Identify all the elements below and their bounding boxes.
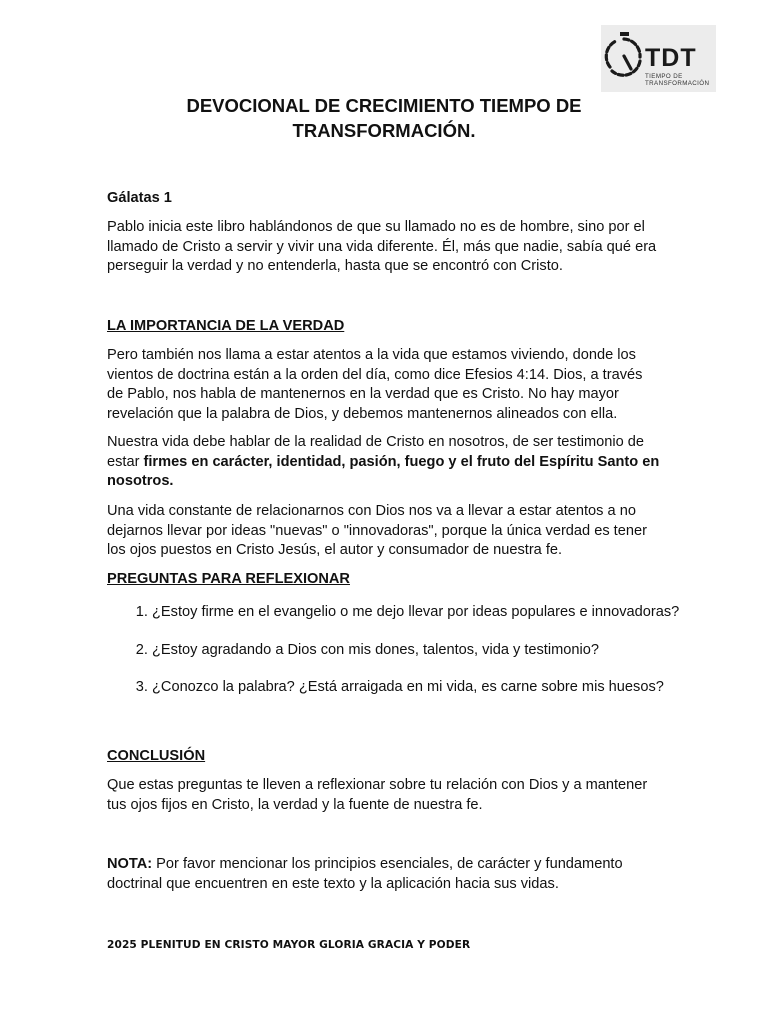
book-heading: Gálatas 1 (107, 190, 172, 206)
question-item: 2. ¿Estoy agradando a Dios con mis dones, talentos, vida y testimonio? (152, 641, 707, 661)
question-item: 3. ¿Conozco la palabra? ¿Está arraigada en mi vida, es carne sobre mis huesos? (152, 678, 707, 698)
note-text: Por favor mencionar los principios esenciales, de carácter y fundamento doctrinal que encuentren en este texto y la aplicación hacia sus vidas. (107, 856, 623, 892)
note-label: NOTA: (107, 856, 153, 872)
tdt-logo (601, 25, 716, 92)
conclusion-paragraph: Que estas preguntas te lleven a reflexionar sobre tu relación con Dios y a mantener tus ojos fijos en Cristo, la verdad y la fuente de nuestra fe. (107, 777, 648, 813)
logo-subtitle-line2: TRANSFORMACIÓN (645, 80, 710, 87)
title-line-2: TRANSFORMACIÓN. (292, 120, 476, 141)
truth-paragraph-2-text: Nuestra vida debe hablar de la realidad de Cristo en nosotros, de ser testimonio de estar (107, 434, 645, 470)
note-paragraph (107, 855, 662, 894)
questions-list (107, 603, 707, 716)
logo-wordmark: TDT (645, 44, 697, 72)
logo-subtitle-line1: TIEMPO DE (645, 73, 683, 80)
truth-heading: LA IMPORTANCIA DE LA VERDAD (107, 318, 345, 334)
stopwatch-icon (604, 31, 644, 83)
footer-text: 2025 PLENITUD EN CRISTO MAYOR GLORIA GRACIA Y PODER (107, 939, 471, 951)
truth-paragraph-2-emphasis: firmes en carácter, identidad, pasión, fuego y el fruto del Espíritu Santo en nosotros. (107, 453, 660, 489)
logo-subtitle (645, 73, 717, 87)
truth-paragraph-3: Una vida constante de relacionarnos con Dios nos va a llevar a estar atentos a no dejarnos llevar por ideas "nuevas" o "innovadoras", porque la única verdad es tener los ojos puestos en Cristo Jesús, el autor y consumador de nuestra fe. (107, 503, 647, 558)
page-title (120, 93, 648, 143)
title-line-1: DEVOCIONAL DE CRECIMIENTO TIEMPO DE (186, 95, 582, 116)
intro-paragraph: Pablo inicia este libro hablándonos de que su llamado no es de hombre, sino por el llamado de Cristo a servir y vivir una vida diferente. Él, más que nadie, sabía qué era perseguir la verdad y no entenderla, hasta que se encontró con Cristo. (107, 219, 657, 274)
questions-heading: PREGUNTAS PARA REFLEXIONAR (107, 571, 350, 587)
truth-paragraph-2 (107, 433, 662, 492)
truth-paragraph-1: Pero también nos llama a estar atentos a la vida que estamos viviendo, donde los vientos de doctrina están a la orden del día, como dice Efesios 4:14. Dios, a través de Pablo, nos habla de mantenernos en la verdad que es Cristo. No hay mayor revelación que la palabra de Dios, y debemos mantenernos alineados con ella. (107, 347, 643, 422)
conclusion-heading: CONCLUSIÓN (107, 748, 206, 764)
question-item: 1. ¿Estoy firme en el evangelio o me dejo llevar por ideas populares e innovadoras? (152, 603, 707, 623)
